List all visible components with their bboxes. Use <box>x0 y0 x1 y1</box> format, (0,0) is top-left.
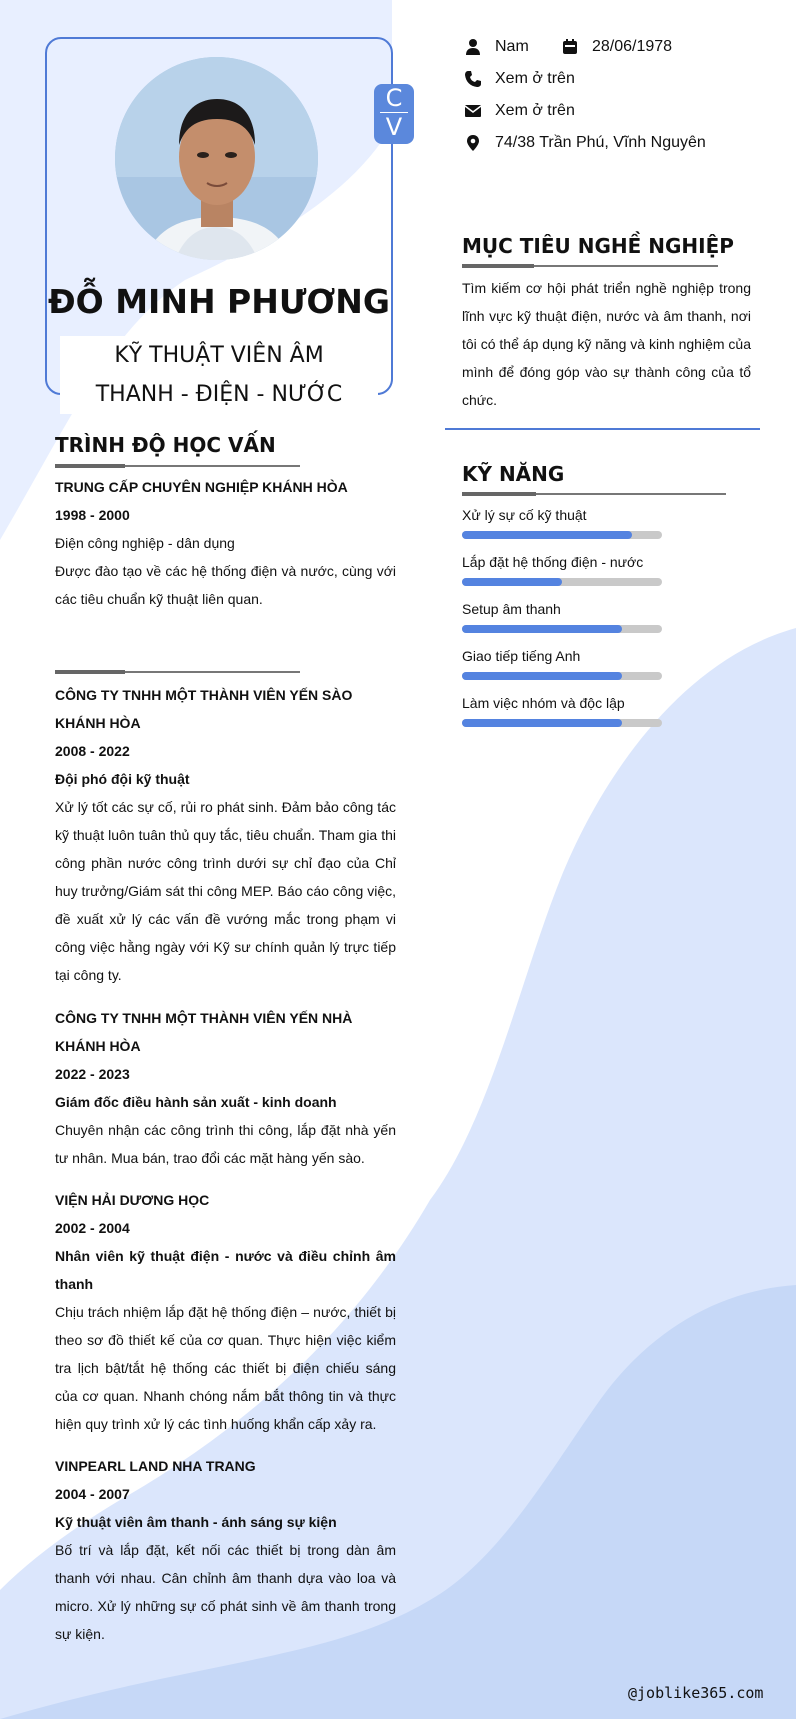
full-name: ĐỖ MINH PHƯƠNG <box>48 282 390 321</box>
profile-photo <box>115 57 318 260</box>
education-description: Được đào tạo về các hệ thống điện và nước, cùng với các tiêu chuẩn kỹ thuật liên quan. <box>55 563 396 607</box>
calendar-icon <box>561 38 579 56</box>
experience-item <box>55 1004 396 1172</box>
skill-label: Lắp đặt hệ thống điện - nước <box>462 554 644 570</box>
education-school: TRUNG CẤP CHUYÊN NGHIỆP KHÁNH HÒA <box>55 479 348 495</box>
phone-icon <box>464 70 482 88</box>
objective-text: Tìm kiếm cơ hội phát triển nghề nghiệp trong lĩnh vực kỹ thuật điện, nước và âm thanh, nơi tôi có thể áp dụng kỹ năng và kinh nghiệm của mình để đóng góp vào sự thành công của tổ chức. <box>462 280 751 408</box>
contact-address <box>464 134 706 152</box>
skill-item <box>462 507 662 539</box>
skill-bar-fill <box>462 531 632 539</box>
skill-label: Xử lý sự cố kỹ thuật <box>462 507 587 523</box>
skill-bar-fill <box>462 719 622 727</box>
skill-bar-fill <box>462 578 562 586</box>
experience-description: Chuyên nhận các công trình thi công, lắp đặt nhà yến tư nhân. Mua bán, trao đổi các mặt hàng yến sào. <box>55 1122 396 1166</box>
cv-badge-letter-c: C <box>385 84 403 112</box>
section-divider <box>445 428 760 430</box>
experience-period: 2004 - 2007 <box>55 1486 130 1502</box>
experience-company: VINPEARL LAND NHA TRANG <box>55 1458 256 1474</box>
email-value: Xem ở trên <box>495 102 575 119</box>
experience-position: Nhân viên kỹ thuật điện - nước và điều chỉnh âm thanh <box>55 1248 396 1292</box>
contact-email <box>464 102 575 120</box>
job-title-line-1: KỸ THUẬT VIÊN ÂM <box>114 343 324 368</box>
experience-description: Bố trí và lắp đặt, kết nối các thiết bị trong dàn âm thanh với nhau. Cân chỉnh âm thanh dựa vào loa và micro. Xử lý những sự cố phát sinh về âm thanh trong sự kiện. <box>55 1542 396 1642</box>
experience-company: VIỆN HẢI DƯƠNG HỌC <box>55 1192 210 1208</box>
experience-position: Giám đốc điều hành sản xuất - kinh doanh <box>55 1094 337 1110</box>
phone-value: Xem ở trên <box>495 70 575 87</box>
skill-bar <box>462 531 662 539</box>
skill-item <box>462 648 662 680</box>
skills-heading: KỸ NĂNG <box>462 462 565 486</box>
contact-phone <box>464 70 575 88</box>
skill-item <box>462 695 662 727</box>
cv-badge-letter-v: V <box>385 113 403 141</box>
contact-gender <box>464 38 529 56</box>
experience-position: Kỹ thuật viên âm thanh - ánh sáng sự kiện <box>55 1514 337 1530</box>
skills-rule-accent <box>462 492 536 496</box>
education-heading: TRÌNH ĐỘ HỌC VẤN <box>55 433 276 457</box>
experience-item <box>55 681 396 989</box>
experience-company: CÔNG TY TNHH MỘT THÀNH VIÊN YẾN SÀO KHÁNH HÒA <box>55 687 353 731</box>
job-title <box>60 336 378 414</box>
experience-period: 2022 - 2023 <box>55 1066 130 1082</box>
experience-company: CÔNG TY TNHH MỘT THÀNH VIÊN YẾN NHÀ KHÁNH HÒA <box>55 1010 353 1054</box>
gender-value: Nam <box>495 38 529 55</box>
experience-description: Xử lý tốt các sự cố, rủi ro phát sinh. Đảm bảo công tác kỹ thuật luôn tuân thủ quy tắc, tiêu chuẩn. Tham gia thi công phần nước công trình dưới sự chỉ đạo của Chỉ huy trưởng/Giám sát thi công MEP. Báo cáo công việc, đề xuất xử lý các vấn đề vướng mắc trong phạm vi công việc hằng ngày với Kỹ sư chính quản lý trực tiếp tại công ty. <box>55 799 396 983</box>
address-value: 74/38 Trần Phú, Vĩnh Nguyên <box>495 134 706 151</box>
objective-rule-accent <box>462 264 534 268</box>
contact-birthday <box>561 38 672 56</box>
education-rule-accent <box>55 464 125 468</box>
person-icon <box>464 38 482 56</box>
skill-label: Setup âm thanh <box>462 601 561 617</box>
skill-item <box>462 554 662 586</box>
skill-bar <box>462 625 662 633</box>
education-period: 1998 - 2000 <box>55 507 130 523</box>
birthday-value: 28/06/1978 <box>592 38 673 55</box>
education-block <box>55 473 396 613</box>
skill-bar <box>462 672 662 680</box>
job-title-line-2: THANH - ĐIỆN - NƯỚC <box>95 382 343 407</box>
experience-period: 2008 - 2022 <box>55 743 130 759</box>
skill-item <box>462 601 662 633</box>
experience-item <box>55 1186 396 1438</box>
skill-bar <box>462 578 662 586</box>
envelope-icon <box>464 102 482 120</box>
skill-label: Làm việc nhóm và độc lập <box>462 695 625 711</box>
skill-bar <box>462 719 662 727</box>
experience-description: Chịu trách nhiệm lắp đặt hệ thống điện – nước, thiết bị theo sơ đồ thiết kế của cơ quan. Thực hiện việc kiểm tra lịch bật/tắt hệ thống các thiết bị điện chiếu sáng của cơ quan. Nhanh chóng nắm bắt thông tin và thực hiện quy trình xử lý các tình huống khẩn cấp xảy ra. <box>55 1304 396 1432</box>
experience-item <box>55 1452 396 1648</box>
experience-position: Đội phó đội kỹ thuật <box>55 771 190 787</box>
skill-bar-fill <box>462 672 622 680</box>
skill-label: Giao tiếp tiếng Anh <box>462 648 581 664</box>
education-major: Điện công nghiệp - dân dụng <box>55 535 235 551</box>
cv-badge <box>374 84 414 144</box>
watermark: @joblike365.com <box>628 1684 764 1702</box>
skill-bar-fill <box>462 625 622 633</box>
experience-rule-accent <box>55 670 125 674</box>
experience-period: 2002 - 2004 <box>55 1220 130 1236</box>
objective-heading: MỤC TIÊU NGHỀ NGHIỆP <box>462 234 734 258</box>
location-pin-icon <box>464 134 482 152</box>
